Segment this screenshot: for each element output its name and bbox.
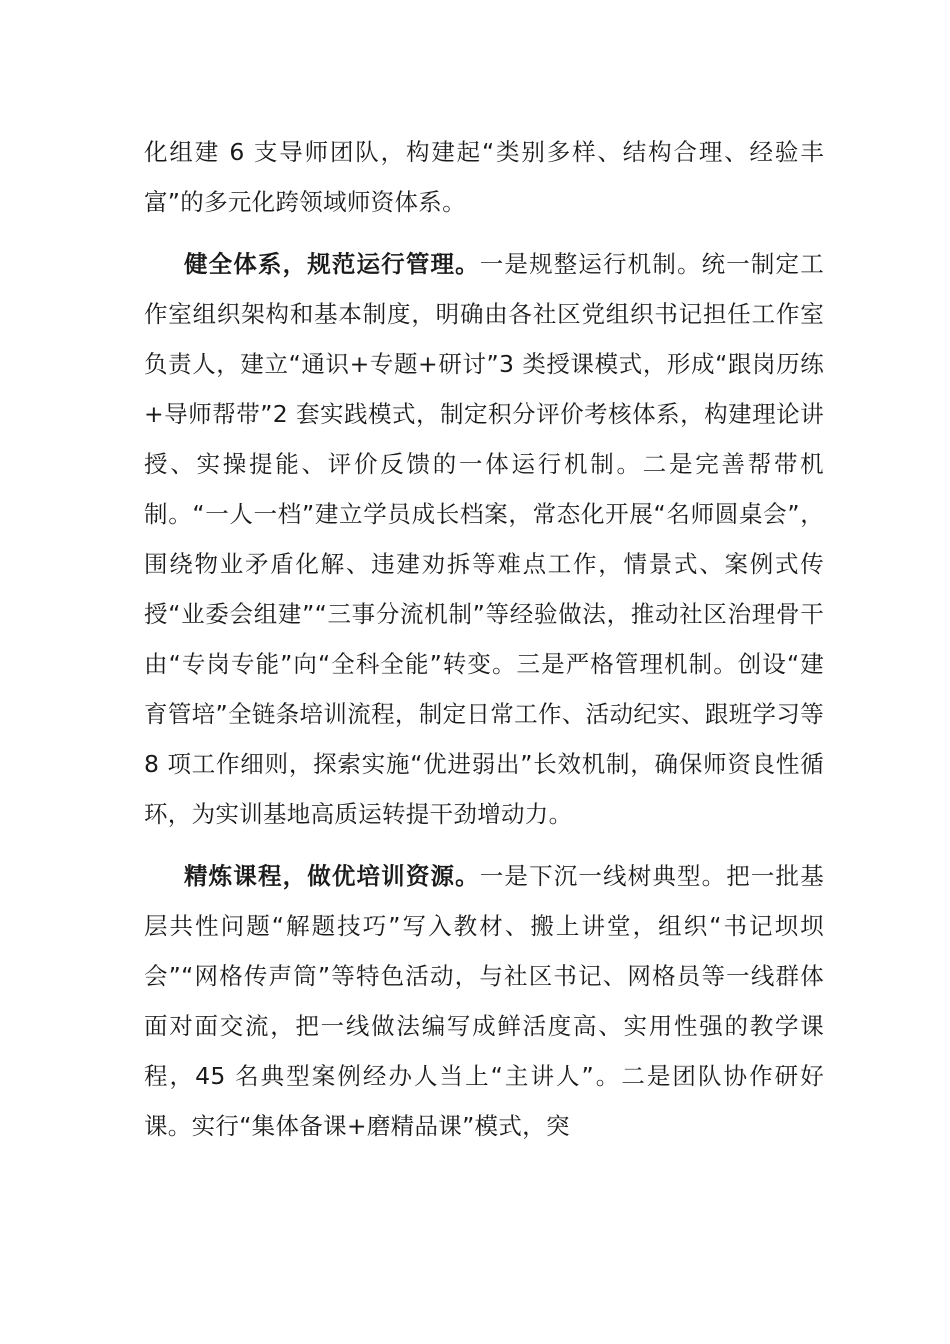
paragraph-2-heading: 健全体系，规范运行管理。 bbox=[184, 250, 480, 278]
paragraph-3-text: 一是下沉一线树典型。把一批基层共性问题“解题技巧”写入教材、搬上讲堂，组织“书记坝坝会”“网格传声筒”等特色活动，与社区书记、网格员等一线群体面对面交流，把一线做法编写成鲜活度高、实用性强的教学课程，45 名典型案例经办人当上“主讲人”。二是团队协作研好课。实行“集体备课+磨精品课”模式，突 bbox=[144, 862, 824, 1140]
paragraph-3-heading: 精炼课程，做优培训资源。 bbox=[184, 862, 480, 890]
paragraph-1-text: 化组建 6 支导师团队，构建起“类别多样、结构合理、经验丰富”的多元化跨领域师资体系。 bbox=[144, 138, 824, 216]
paragraph-3 bbox=[144, 851, 824, 1151]
paragraph-2-text: 一是规整运行机制。统一制定工作室组织架构和基本制度，明确由各社区党组织书记担任工作室负责人，建立“通识+专题+研讨”3 类授课模式，形成“跟岗历练+导师帮带”2 套实践模式，制定积分评价考核体系，构建理论讲授、实操提能、评价反馈的一体运行机制。二是完善帮带机制。“一人一档”建立学员成长档案，常态化开展“名师圆桌会”，围绕物业矛盾化解、违建劝拆等难点工作，情景式、案例式传授“业委会组建”“三事分流机制”等经验做法，推动社区治理骨干由“专岗专能”向“全科全能”转变。三是严格管理机制。创设“建育管培”全链条培训流程，制定日常工作、活动纪实、跟班学习等 8 项工作细则，探索实施“优进弱出”长效机制，确保师资良性循环，为实训基地高质运转提干劲增动力。 bbox=[144, 250, 824, 828]
document-body bbox=[144, 127, 824, 1151]
paragraph-2 bbox=[144, 239, 824, 839]
paragraph-1 bbox=[144, 127, 824, 227]
